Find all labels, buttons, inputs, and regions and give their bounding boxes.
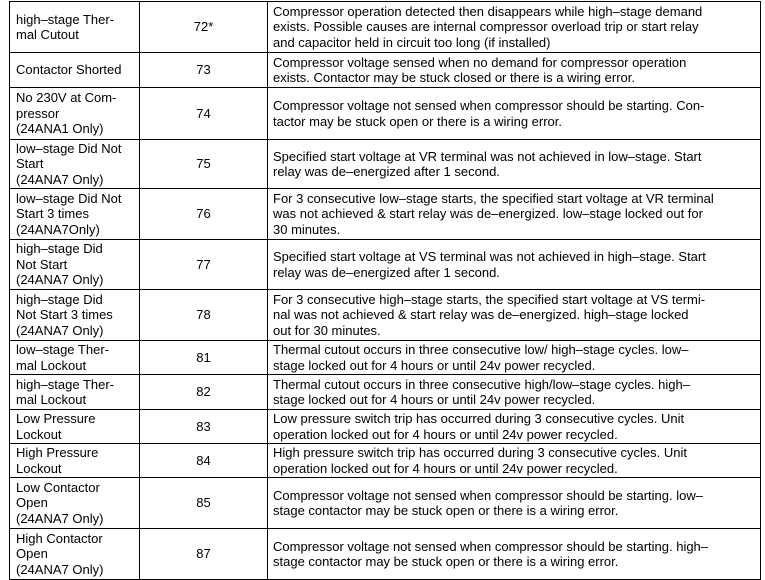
table-row — [10, 444, 761, 478]
code-cell — [140, 189, 268, 240]
table-row — [10, 2, 761, 53]
fault-name: low–stage Did Not Start (24ANA7 Only) — [16, 140, 122, 187]
table-row — [10, 375, 761, 410]
table-row — [10, 410, 761, 444]
table-row — [10, 529, 761, 580]
description-cell — [268, 240, 761, 290]
fault-name: Contactor Shorted — [16, 62, 122, 78]
fault-description: Thermal cutout occurs in three consecutive low/ high–stage cycles. low– stage locked out for 4 hours or until 24v power recycled. — [273, 342, 689, 373]
description-cell — [268, 189, 761, 240]
fault-name: low–stage Did Not Start 3 times (24ANA7Only) — [16, 190, 122, 237]
fault-code-table-body — [10, 2, 761, 580]
fault-name: Low Contactor Open (24ANA7 Only) — [16, 479, 104, 526]
fault-description: Compressor voltage not sensed when compressor should be starting. high– stage contactor may be stuck open or there is a wiring error. — [273, 538, 709, 569]
code-cell — [140, 240, 268, 290]
fault-description: High pressure switch trip has occurred during 3 consecutive cycles. Unit operation locked out for 4 hours or until 24v power recycled. — [273, 445, 688, 476]
fault-name: No 230V at Com- pressor (24ANA1 Only) — [16, 90, 117, 137]
table-row — [10, 88, 761, 140]
fault-description: Compressor voltage sensed when no demand for compressor operation exists. Contactor may be stuck closed or there is a wiring error. — [273, 54, 687, 85]
code-cell — [140, 341, 268, 375]
fault-name: high–stage Ther- mal Cutout — [16, 11, 115, 42]
fault-code: 83 — [196, 418, 211, 434]
table-row — [10, 341, 761, 375]
description-cell — [268, 53, 761, 88]
fault-name-cell — [10, 290, 140, 341]
fault-name-cell — [10, 53, 140, 88]
code-cell — [140, 2, 268, 53]
code-cell — [140, 53, 268, 88]
table-row — [10, 53, 761, 88]
description-cell — [268, 375, 761, 410]
fault-description: For 3 consecutive high–stage starts, the specified start voltage at VS termi- nal was not achieved & start relay was de–energized. high–stage locked out for 30 minutes. — [273, 291, 706, 338]
fault-code: 87 — [196, 546, 211, 562]
code-cell — [140, 375, 268, 410]
fault-description: Specified start voltage at VR terminal was not achieved in low–stage. Start relay was de–energized after 1 second. — [273, 148, 702, 179]
fault-name-cell — [10, 88, 140, 140]
description-cell — [268, 478, 761, 529]
description-cell — [268, 140, 761, 189]
table-row — [10, 478, 761, 529]
fault-code: 75 — [196, 156, 211, 172]
code-cell — [140, 444, 268, 478]
description-cell — [268, 290, 761, 341]
fault-code: 78 — [196, 307, 211, 323]
fault-name-cell — [10, 375, 140, 410]
code-cell — [140, 290, 268, 341]
description-cell — [268, 2, 761, 53]
fault-code: 73 — [196, 62, 211, 78]
fault-code: 81 — [196, 349, 211, 365]
description-cell — [268, 341, 761, 375]
table-row — [10, 290, 761, 341]
fault-description: Compressor voltage not sensed when compressor should be starting. low– stage contactor may be stuck open or there is a wiring error. — [273, 487, 703, 518]
fault-code: 77 — [196, 256, 211, 272]
fault-description: Compressor operation detected then disappears while high–stage demand exists. Possible causes are internal compressor overload trip or start relay and capacitor held in circuit too long (if installed) — [273, 3, 703, 50]
fault-name: High Pressure Lockout — [16, 445, 99, 476]
description-cell — [268, 410, 761, 444]
fault-code-table — [9, 1, 761, 580]
code-cell — [140, 410, 268, 444]
fault-name: high–stage Ther- mal Lockout — [16, 376, 115, 407]
fault-code: 84 — [196, 452, 211, 468]
table-row — [10, 189, 761, 240]
fault-description: Compressor voltage not sensed when compressor should be starting. Con- tactor may be stuck open or there is a wiring error. — [273, 98, 705, 129]
description-cell — [268, 88, 761, 140]
fault-code: 82 — [196, 384, 211, 400]
fault-name-cell — [10, 2, 140, 53]
fault-code: 76 — [196, 206, 211, 222]
fault-name-cell — [10, 444, 140, 478]
fault-name-cell — [10, 410, 140, 444]
fault-code: 74 — [196, 105, 211, 121]
fault-name-cell — [10, 140, 140, 189]
table-row — [10, 240, 761, 290]
fault-name-cell — [10, 240, 140, 290]
table-row — [10, 140, 761, 189]
fault-name-cell — [10, 478, 140, 529]
code-cell — [140, 478, 268, 529]
fault-name: High Contactor Open (24ANA7 Only) — [16, 530, 104, 577]
fault-name: high–stage Did Not Start 3 times (24ANA7 Only) — [16, 291, 113, 338]
fault-name-cell — [10, 189, 140, 240]
fault-description: Thermal cutout occurs in three consecutive high/low–stage cycles. high– stage locked out for 4 hours or until 24v power recycled. — [273, 376, 690, 407]
description-cell — [268, 444, 761, 478]
fault-description: Low pressure switch trip has occurred during 3 consecutive cycles. Unit operation locked out for 4 hours or until 24v power recycled. — [273, 411, 685, 442]
fault-name-cell — [10, 341, 140, 375]
fault-code: 85 — [196, 495, 211, 511]
fault-name: high–stage Did Not Start (24ANA7 Only) — [16, 241, 104, 288]
code-cell — [140, 88, 268, 140]
description-cell — [268, 529, 761, 580]
fault-description: Specified start voltage at VS terminal was not achieved in high–stage. Start relay was de–energized after 1 second. — [273, 249, 706, 280]
code-cell — [140, 140, 268, 189]
fault-name-cell — [10, 529, 140, 580]
fault-name: low–stage Ther- mal Lockout — [16, 342, 109, 373]
fault-code: 72* — [193, 19, 214, 35]
fault-name: Low Pressure Lockout — [16, 411, 96, 442]
fault-description: For 3 consecutive low–stage starts, the specified start voltage at VR terminal was not achieved & start relay was de–energized. low–stage locked out for 30 minutes. — [273, 190, 714, 237]
code-cell — [140, 529, 268, 580]
